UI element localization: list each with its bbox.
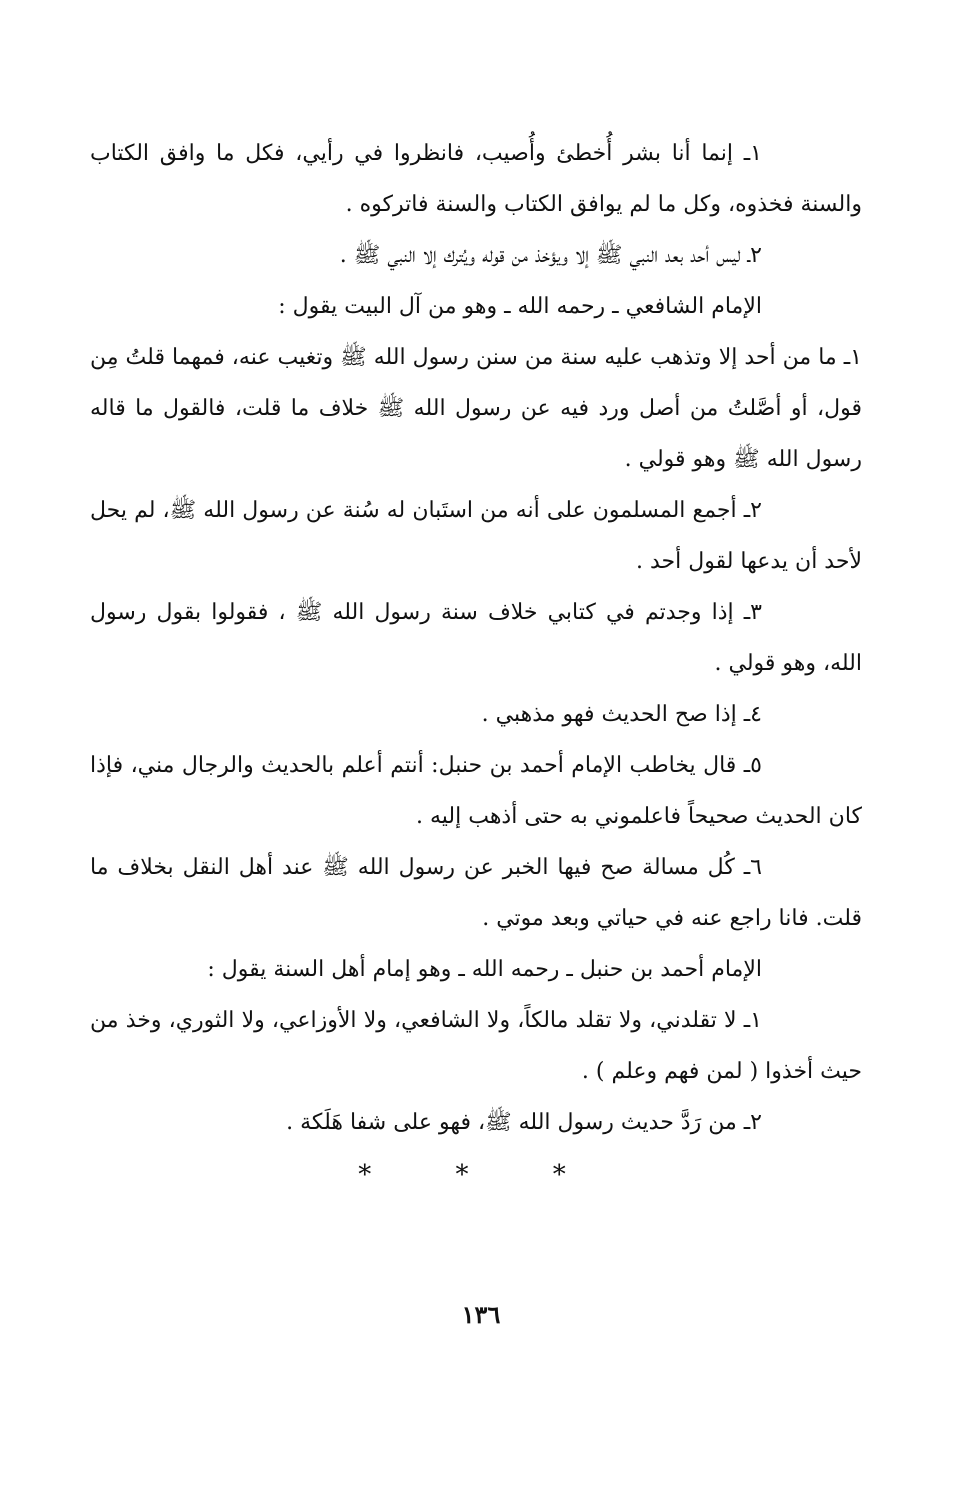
- paragraph-a1: ١ـ لا تقلدني، ولا تقلد مالكاً، ولا الشافعي، ولا الأوزاعي، ولا الثوري، وخذ من حيث أخذوا ( لمن فهم وعلم ) .: [90, 1008, 862, 1084]
- separator-star: *: [552, 1160, 604, 1190]
- section-heading-shafii: الإمام الشافعي ـ رحمه الله ـ وهو من آل البيت يقول :: [278, 294, 762, 319]
- paragraph-a2: ٢ـ من رَدَّ حديث رسول الله ﷺ، فهو على شفا هَلَكة .: [286, 1110, 762, 1135]
- paragraph-s1: ١ـ ما من أحد إلا وتذهب عليه سنة من سنن رسول الله ﷺ وتغيب عنه، فمهما قلتُ مِن قول، أو أصَّلتُ من أصل ورد فيه عن رسول الله ﷺ خلاف ما قلت، فالقول ما قاله رسول الله ﷺ وهو قولي .: [90, 345, 862, 472]
- paragraph-s4: ٤ـ إذا صح الحديث فهو مذهبي .: [481, 702, 762, 727]
- page-body: [90, 128, 862, 1148]
- separator-star: *: [358, 1160, 410, 1190]
- separator-star: *: [455, 1160, 507, 1190]
- section-separator: [0, 1160, 962, 1190]
- section-heading-ahmad: الإمام أحمد بن حنبل ـ رحمه الله ـ وهو إمام أهل السنة يقول :: [207, 957, 762, 982]
- paragraph-s2: ٢ـ أجمع المسلمون على أنه من استَبان له سُنة عن رسول الله ﷺ، لم يحل لأحد أن يدعها لقول أحد .: [90, 498, 862, 574]
- page-number: ١٣٦: [461, 1300, 501, 1329]
- paragraph-s5: ٥ـ قال يخاطب الإمام أحمد بن حنبل: أنتم أعلم بالحديث والرجال مني، فإذا كان الحديث صحيحاً فاعلموني به حتى أذهب إليه .: [90, 753, 862, 829]
- paragraph-shafii-1: ١ـ إنما أنا بشر أُخطئ وأُصيب، فانظروا في رأيي، فكل ما وافق الكتاب والسنة فخذوه، وكل ما لم يوافق الكتاب والسنة فاتركوه .: [90, 141, 862, 217]
- paragraph-s3: ٣ـ إذا وجدتم في كتابي خلاف سنة رسول الله ﷺ ، فقولوا بقول رسول الله، وهو قولي .: [90, 600, 862, 676]
- paragraph-2: ٢ـ ليس أحد بعد النبي ﷺ إلا ويؤخذ من قوله ويُترك إلا النبي ﷺ .: [339, 243, 762, 268]
- paragraph-s6: ٦ـ كُل مسالة صح فيها الخبر عن رسول الله ﷺ عند أهل النقل بخلاف ما قلت. فانا راجع عنه في حياتي وبعد موتي .: [90, 855, 862, 931]
